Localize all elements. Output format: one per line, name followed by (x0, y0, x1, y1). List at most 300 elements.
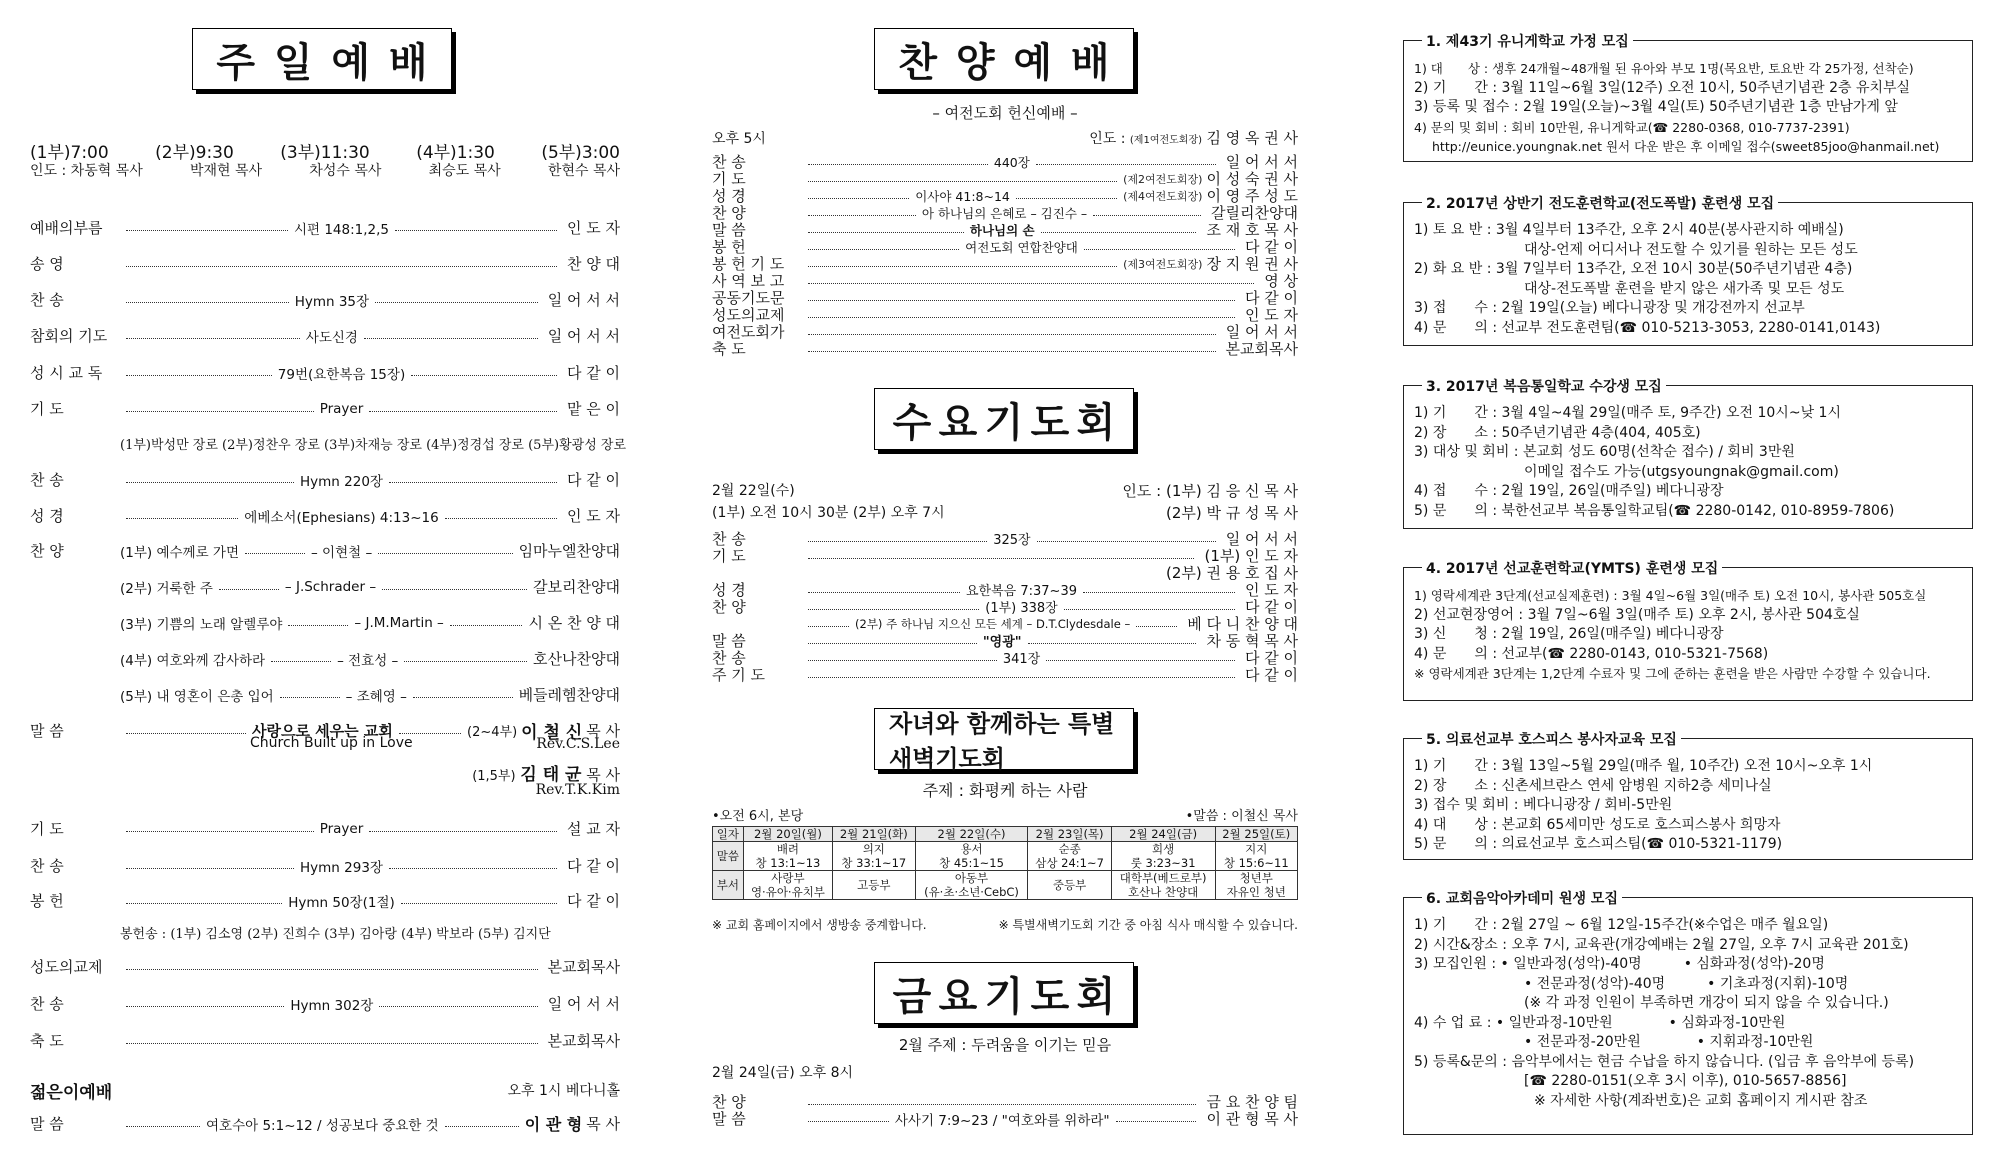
notice-box (1403, 891, 1973, 1135)
wednesday-prayer-title (874, 388, 1134, 450)
dot-leader (808, 643, 977, 644)
sermon-part: (1,5부) (472, 769, 516, 784)
row-label: 성 시 교 독 (30, 364, 103, 382)
notice-item: 5) 문 의 : 북한선교부 복음통일학교팀(☎ 2280-0142, 010-8959-7806) (1414, 502, 1895, 519)
dot-leader (389, 482, 557, 483)
anthem-title: (5부) 내 영혼이 은총 입어 (120, 688, 274, 705)
row-label: 찬 양 (712, 1093, 746, 1111)
order-row (30, 253, 620, 274)
row-label: 말 씀 (712, 221, 746, 239)
order-row (712, 1108, 1298, 1129)
anthem-title: (4부) 여호와께 감사하라 (120, 652, 266, 669)
dot-leader (1136, 626, 1177, 627)
notice-item: 3) 접수 및 회비 : 베다니광장 / 회비-5만원 (1414, 797, 1673, 813)
friday-prayer-title (874, 962, 1134, 1024)
row-content: Hymn 50장(1절) (288, 894, 395, 911)
row-right: 차 동 혁 목 사 (1206, 632, 1299, 650)
sermon-label: 말 씀 (30, 722, 64, 740)
wednesday-leader-1: 인도 : (1부) 김 응 신 목 사 (1122, 482, 1298, 500)
row-label: 찬 송 (712, 153, 746, 171)
dot-leader (450, 625, 523, 626)
table-header-cell: 2월 24일(금) (1111, 827, 1215, 842)
table-row-label: 부서 (713, 871, 744, 900)
title-char: 요 (938, 973, 978, 1020)
table-header-cell: 2월 20일(월) (743, 827, 832, 842)
praise-leader (1089, 127, 1298, 148)
anthem-composer: – 전효성 – (337, 652, 399, 669)
row-label: 축 도 (30, 1032, 64, 1050)
row-right: 조 재 호 목 사 (1206, 221, 1299, 239)
row-label: 찬 송 (712, 649, 746, 667)
choir-name: 갈보리찬양대 (533, 578, 620, 596)
row-label: 봉 헌 기 도 (712, 255, 785, 273)
service-time: (4부)1:30 (416, 143, 495, 163)
row-label: 성 경 (712, 581, 746, 599)
notice-item: 3) 신 청 : 2월 19일, 26일(매주일) 베다니광장 (1414, 626, 1724, 642)
notice-items (1414, 586, 1964, 684)
row-content: (2부) 주 하나님 지으신 모든 세계 – D.T.Clydesdale – (855, 616, 1131, 631)
row-right: 이 관 형 목 사 (1206, 1110, 1299, 1128)
table-cell (1215, 871, 1298, 900)
title-char: 도 (1030, 973, 1070, 1020)
row-label: 성 경 (30, 507, 64, 525)
title-char: 찬 (898, 39, 938, 86)
dot-leader (445, 1126, 519, 1127)
row-right: 본교회목사 (1225, 340, 1298, 358)
notice-item: 3) 등록 및 접수 : 2월 19일(오늘)~3월 4일(토) 50주년기념관 1층 만남가게 앞 (1414, 99, 1898, 115)
order-row (30, 956, 620, 977)
row-right: 베 다 니 찬 양 대 (1187, 615, 1298, 633)
row-right: 인 도 자 (567, 507, 621, 525)
row-right: 맡 은 이 (566, 400, 620, 418)
row-content: 341장 (1002, 652, 1041, 667)
notice-title: 5. 의료선교부 호스피스 봉사자교육 모집 (1422, 729, 1681, 749)
table-cell (1028, 842, 1111, 871)
row-label: 예배의부름 (30, 219, 103, 237)
dot-leader (126, 1043, 538, 1044)
preacher-name: 이 관 형 (524, 1115, 583, 1134)
row-right: 일 어 서 서 (547, 995, 620, 1013)
table-cell (1028, 871, 1111, 900)
youth-worship-title: 젊은이예배 (30, 1083, 113, 1103)
row-note: (제2여전도회장) (1123, 172, 1203, 186)
notice-item: [☎ 2280-0151(오후 3시 이후), 010-5657-8856] (1524, 1073, 1847, 1089)
row-label: 성도의교제 (30, 958, 103, 976)
table-cell (743, 871, 832, 900)
row-right: 본교회목사 (547, 958, 620, 976)
praise-worship-title (874, 28, 1134, 90)
table-header-cell: 2월 23일(목) (1028, 827, 1111, 842)
anthem-composer: – 이현철 – (311, 544, 373, 561)
row-right: 일 어 서 서 (547, 291, 620, 309)
dot-leader (288, 625, 348, 626)
row-right: 본교회목사 (547, 1032, 620, 1050)
dot-leader (126, 518, 238, 519)
row-right: 인 도 자 (1244, 306, 1298, 324)
preacher-name: 이 철 신 (521, 723, 583, 743)
row-label: 주 기 도 (712, 666, 766, 684)
row-content: 440장 (993, 154, 1030, 170)
dot-leader (126, 302, 289, 303)
notice-item: ※ 영락세계관 3단계는 1,2단계 수료자 및 그에 준하는 훈련을 받은 사람만 수강할 수 있습니다. (1414, 666, 1931, 681)
notice-item: • 전문과정-20만원 • 지휘과정-10만원 (1524, 1034, 1814, 1050)
row-label: 찬 송 (30, 291, 64, 309)
row-content: 여호수아 5:1~12 / 성공보다 중요한 것 (206, 1117, 439, 1134)
dot-leader (808, 164, 988, 165)
row-content: 사도신경 (305, 329, 358, 346)
title-char: 배 (1070, 39, 1110, 86)
row-label: 기 도 (30, 400, 64, 418)
table-header-row (713, 827, 1298, 842)
row-label: 찬 양 (30, 542, 64, 560)
preacher-en: Rev.C.S.Lee (536, 736, 620, 752)
dawn-preacher: •말씀 : 이철신 목사 (1185, 809, 1298, 824)
notice-title: 6. 교회음악아카데미 원생 모집 (1422, 888, 1622, 908)
notice-title: 4. 2017년 선교훈련학교(YMTS) 훈련생 모집 (1422, 558, 1722, 578)
preacher-suffix: 목 사 (586, 1115, 621, 1133)
service-time: (2부)9:30 (155, 143, 234, 163)
dot-leader (1028, 643, 1197, 644)
dot-leader (1046, 660, 1235, 661)
table-row-label: 말씀 (713, 842, 744, 871)
cell-line-1: 중등부 (1052, 878, 1087, 892)
notice-item: 2) 기 간 : 3월 11일~6월 3일(12주) 오전 10시, 50주년기념관 2층 유치부실 (1414, 79, 1911, 96)
row-content: Hymn 35장 (294, 293, 370, 310)
title-char: 요 (938, 399, 978, 446)
row-label: 봉 헌 (712, 238, 746, 256)
youth-sermon-row (30, 1112, 620, 1135)
dot-leader (126, 375, 272, 376)
row-right: 다 같 이 (1245, 238, 1299, 256)
dot-leader (379, 1006, 537, 1007)
row-label: 기 도 (712, 170, 746, 188)
cell-line-2: 자유인 청년 (1226, 885, 1286, 899)
row-content: Hymn 220장 (300, 473, 383, 490)
notice-items (1414, 404, 1964, 521)
row-label: 기 도 (30, 820, 64, 838)
order-row (30, 818, 620, 839)
notice-item: 4) 수 업 료 : • 일반과정-10만원 • 심화과정-10만원 (1414, 1014, 1786, 1031)
leader-note: (제1여전도회장) (1129, 135, 1203, 146)
dot-leader (445, 518, 557, 519)
choir-name: 시 온 찬 양 대 (528, 614, 620, 632)
title-char: 예 (1013, 39, 1053, 86)
row-label: 여전도회가 (712, 323, 785, 341)
leader-name: 김 영 옥 권 사 (1206, 129, 1298, 147)
row-label: 성 경 (712, 187, 746, 205)
notice-items (1414, 916, 1964, 1111)
anthem-title: (1부) 예수께로 가면 (120, 544, 239, 561)
notice-item: 1) 기 간 : 3월 13일~5월 29일(매주 월, 10주간) 오전 10시~오후 1시 (1414, 758, 1873, 774)
service-time: (3부)11:30 (280, 143, 370, 163)
preacher-suffix: 목 사 (586, 766, 620, 784)
row-right: 장 지 원 권 사 (1206, 255, 1298, 273)
row-right: (2부) 권 용 호 집 사 (1165, 564, 1298, 582)
row-note: (제4여전도회장) (1123, 189, 1203, 203)
table-cell (1215, 842, 1298, 871)
table-header-cell: 일자 (713, 827, 744, 842)
notice-item: 2) 화 요 반 : 3월 7일부터 13주간, 오전 10시 30분(50주년기념관 4층) (1414, 261, 1853, 277)
dot-leader (808, 334, 1216, 335)
notice-item: 4) 대 상 : 본교회 65세미만 성도로 호스피스봉사 희망자 (1414, 816, 1781, 833)
dawn-note-2: ※ 특별새벽기도회 기간 중 아침 식사 매식할 수 있습니다. (998, 918, 1298, 932)
row-right: 금 요 찬 양 팀 (1206, 1093, 1298, 1111)
dot-leader (1036, 164, 1216, 165)
dot-leader (808, 266, 1117, 267)
row-label: 봉 헌 (30, 892, 64, 910)
title-char: 주 (216, 39, 256, 86)
dot-leader (126, 230, 288, 231)
row-label: 사 역 보 고 (712, 272, 785, 290)
notice-title: 3. 2017년 복음통일학교 수강생 모집 (1422, 376, 1666, 396)
dawn-schedule-table (712, 826, 1298, 900)
dawn-time-place: •오전 6시, 본당 (712, 809, 804, 824)
preacher2-en: Rev.T.K.Kim (535, 782, 620, 798)
dot-leader (378, 553, 512, 554)
wednesday-leader-2: (2부) 박 규 성 목 사 (1165, 504, 1298, 522)
dot-leader (375, 302, 538, 303)
dot-leader (808, 541, 987, 542)
row-right: 다 같 이 (1244, 289, 1298, 307)
row-label: 참회의 기도 (30, 327, 108, 345)
notice-item: 대상-전도폭발 훈련을 받지 않은 새가족 및 모든 성도 (1524, 280, 1845, 297)
row-content: 이사야 41:8~14 (915, 188, 1010, 204)
notice-item: 5) 문 의 : 의료선교부 호스피스팀(☎ 010-5321-1179) (1414, 836, 1783, 852)
dot-leader (808, 1104, 1196, 1105)
order-row (712, 664, 1298, 685)
row-right: 이 성 숙 권 사 (1206, 170, 1298, 188)
notice-item: http://eunice.youngnak.net 원서 다운 받은 후 이메일 접수(sweet85joo@hanmail.net) (1432, 139, 1940, 154)
order-row (30, 469, 620, 490)
dot-leader (382, 589, 527, 590)
order-row (30, 505, 620, 526)
dot-leader (808, 249, 959, 250)
row-right: 다 같 이 (1244, 666, 1298, 684)
notice-item: ※ 자세한 사항(계좌번호)은 교회 홈페이지 게시판 참조 (1534, 1092, 1868, 1109)
cell-line-2: 창 15:6~11 (1223, 856, 1289, 870)
cell-line-1: 용서 (960, 842, 983, 856)
service-leader: 인도 : 차동혁 목사 (30, 163, 143, 179)
dot-leader (808, 677, 1235, 678)
row-content: 에베소서(Ephesians) 4:13~16 (244, 509, 439, 526)
row-label: 말 씀 (712, 1110, 746, 1128)
dot-leader (401, 903, 557, 904)
anthem-row (30, 540, 620, 561)
offering-note: 봉헌송 : (1부) 김소영 (2부) 진희수 (3부) 김아랑 (4부) 박보라 (5부) 김지단 (120, 927, 551, 942)
dot-leader (126, 903, 282, 904)
cell-line-2: 호산나 찬양대 (1127, 885, 1199, 899)
service-leader: 최승도 목사 (428, 163, 501, 179)
dot-leader (280, 697, 340, 698)
table-cell (915, 871, 1028, 900)
table-cell (743, 842, 832, 871)
row-label: 말 씀 (30, 1115, 64, 1133)
preacher-suffix: 목 사 (586, 722, 620, 740)
notice-title: 1. 제43기 유니게학교 가정 모집 (1422, 31, 1633, 51)
anthem-row (30, 612, 620, 633)
table-header-cell: 2월 25일(토) (1215, 827, 1298, 842)
cell-line-1: 희생 (1152, 842, 1175, 856)
leader-prefix: 인도 : (1089, 131, 1126, 147)
service-time: (5부)3:00 (541, 143, 620, 163)
dot-leader (1116, 1121, 1197, 1122)
dot-leader (808, 609, 979, 610)
notice-item: 4) 문의 및 회비 : 회비 10만원, 유니게학교(☎ 2280-0368, 010-7737-2391) (1414, 119, 1850, 135)
row-label: 기 도 (712, 547, 746, 565)
row-content: Prayer (319, 400, 364, 417)
notice-item: (※ 각 과정 인원이 부족하면 개강이 되지 않을 수 있습니다.) (1524, 995, 1889, 1011)
notice-item: 2) 장 소 : 50주년기념관 4층(404, 405호) (1414, 424, 1701, 441)
dot-leader (126, 1126, 200, 1127)
row-right: 이 영 주 성 도 (1206, 187, 1298, 205)
dot-leader (369, 831, 557, 832)
notice-items (1414, 757, 1964, 855)
dawn-note-1: ※ 교회 홈페이지에서 생방송 중계합니다. (712, 918, 927, 932)
wednesday-times: (1부) 오전 10시 30분 (2부) 오후 7시 (712, 505, 945, 521)
dot-leader (399, 733, 461, 734)
table-cell (915, 842, 1028, 871)
dot-leader (1084, 249, 1235, 250)
dot-leader (1037, 541, 1216, 542)
dot-leader (808, 1121, 889, 1122)
anthem-title: (3부) 기쁨의 노래 알렐루야 (120, 616, 283, 633)
notice-item: 이메일 접수도 가능(utgsyoungnak@gmail.com) (1524, 463, 1839, 480)
row-content: Prayer (319, 820, 364, 837)
service-leaders (30, 160, 620, 180)
cell-line-1: 대학부(베드로부) (1119, 871, 1207, 885)
cell-line-2: (유·초·소년·CebC) (924, 885, 1019, 899)
dot-leader (808, 660, 997, 661)
row-content: Hymn 302장 (290, 997, 374, 1014)
cell-line-1: 지지 (1245, 842, 1268, 856)
order-row (30, 398, 620, 419)
title-char: 금 (892, 973, 932, 1020)
dot-leader (219, 589, 279, 590)
youth-worship-time: 오후 1시 베다니홀 (507, 1083, 620, 1099)
cell-line-2: 창 33:1~17 (841, 856, 907, 870)
wednesday-date: 2월 22일(수) (712, 483, 795, 499)
table-cell (1111, 871, 1215, 900)
service-leader: 차성수 목사 (309, 163, 382, 179)
notice-items (1414, 59, 1964, 157)
row-right: 인 도 자 (566, 219, 620, 237)
notice-box (1403, 732, 1973, 860)
prayer-leaders-note: (1부)박성만 장로 (2부)정찬우 장로 (3부)차재능 장로 (4부)정경섭 장로 (5부)황광성 장로 (120, 438, 627, 453)
dot-leader (808, 215, 916, 216)
row-content: Hymn 293장 (300, 859, 383, 876)
cell-line-2: 창 45:1~15 (939, 856, 1004, 870)
title-char: 양 (955, 39, 995, 86)
notice-item: 1) 토 요 반 : 3월 4일부터 13주간, 오후 2시 40분(봉사관지하 예배실) (1414, 222, 1844, 238)
order-row (30, 217, 620, 238)
row-label: 찬 송 (712, 530, 746, 548)
dot-leader (126, 1006, 284, 1007)
order-row (30, 1030, 620, 1051)
middle-column (712, 0, 1298, 1151)
anthem-composer: – J.Schrader – (284, 578, 377, 595)
notice-item: 1) 기 간 : 3월 4일~4월 29일(매주 토, 9주간) 오전 10시~낮 1시 (1414, 405, 1841, 421)
dot-leader (271, 661, 331, 662)
dot-leader (1093, 215, 1201, 216)
dot-leader (808, 558, 1194, 559)
dot-leader (808, 181, 1117, 182)
cell-line-2: 룻 3:23~31 (1130, 856, 1196, 870)
notice-title: 2. 2017년 상반기 전도훈련학교(전도폭발) 훈련생 모집 (1422, 193, 1778, 213)
notice-item: 4) 문 의 : 선교부(☎ 2280-0143, 010-5321-7568) (1414, 645, 1769, 662)
order-row (30, 890, 620, 911)
dot-leader (808, 626, 849, 627)
cell-line-2: 삼상 24:1~7 (1035, 856, 1104, 870)
dot-leader (364, 338, 538, 339)
notice-item: • 전문과정(성악)-40명 • 기초과정(지휘)-10명 (1524, 975, 1849, 992)
notice-item: 5) 등록&문의 : 음악부에서는 현금 수납을 하지 않습니다. (입금 후 음악부에 등록) (1414, 1053, 1915, 1070)
row-content: 하나님의 손 (969, 222, 1035, 238)
dot-leader (369, 411, 557, 412)
dot-leader (126, 969, 538, 970)
cell-line-1: 사랑부 (771, 871, 805, 885)
friday-theme: 2월 주제 : 두려움을 이기는 믿음 (898, 1036, 1112, 1054)
notice-item: 3) 모집인원 : • 일반과정(성악)-40명 • 심화과정(성악)-20명 (1414, 956, 1825, 972)
row-label: 찬 송 (30, 857, 64, 875)
dot-leader (808, 592, 960, 593)
notice-box (1403, 34, 1973, 162)
dot-leader (126, 733, 246, 734)
dot-leader (808, 232, 964, 233)
dot-leader (126, 411, 314, 412)
order-row (30, 993, 620, 1014)
sermon-title-en: Church Built up in Love (250, 735, 413, 751)
notice-item: 4) 문 의 : 선교부 전도훈련팀(☎ 010-5213-3053, 2280-0141,0143) (1414, 319, 1881, 336)
dot-leader (808, 351, 1216, 352)
row-label: 성도의교제 (712, 306, 785, 324)
cell-line-1: 순종 (1058, 842, 1081, 856)
row-label: 축 도 (712, 340, 746, 358)
dot-leader (1064, 609, 1235, 610)
row-content: 325장 (993, 533, 1031, 548)
row-content: 사사기 7:9~23 / "여호와를 위하라" (894, 1112, 1110, 1129)
dot-leader (808, 198, 909, 199)
row-right: 다 같 이 (566, 471, 620, 489)
dot-leader (395, 230, 557, 231)
row-label: 찬 송 (30, 471, 64, 489)
row-right: 일 어 서 서 (1225, 323, 1298, 341)
dot-leader (389, 868, 557, 869)
cell-line-1: 의지 (862, 842, 885, 856)
friday-date: 2월 24일(금) 오후 8시 (712, 1065, 854, 1081)
service-leader: 박재현 목사 (189, 163, 263, 179)
row-label: 찬 양 (712, 598, 746, 616)
cell-line-2: 창 13:1~13 (755, 856, 821, 870)
cell-line-1: 청년부 (1239, 871, 1273, 885)
dot-leader (404, 661, 527, 662)
anthem-row (30, 648, 620, 669)
sunday-worship-title (192, 28, 452, 90)
notice-item: 1) 영락세계관 3단계(선교실제훈련) : 3월 4일~6월 3일(매주 토) 오전 10시, 봉사관 505호실 (1414, 588, 1927, 603)
table-header-cell: 2월 21일(화) (833, 827, 915, 842)
notice-box (1403, 196, 1973, 346)
notice-item: 대상-언제 어디서나 전도할 수 있기를 원하는 모든 성도 (1524, 241, 1858, 258)
order-row (712, 338, 1298, 359)
row-label: 공동기도문 (712, 289, 785, 307)
notice-item: 1) 대 상 : 생후 24개월~48개월 된 유아와 부모 1명(목요반, 토요반 각 25가정, 선착순) (1414, 61, 1914, 76)
dot-leader (126, 831, 314, 832)
praise-time: 오후 5시 (712, 131, 766, 147)
row-right: 영 상 (1264, 272, 1298, 290)
title-char: 배 (388, 39, 428, 86)
table-cell (833, 842, 915, 871)
row-note: (제3여전도회장) (1123, 257, 1203, 271)
anthem-composer: – J.M.Martin – (354, 614, 444, 631)
